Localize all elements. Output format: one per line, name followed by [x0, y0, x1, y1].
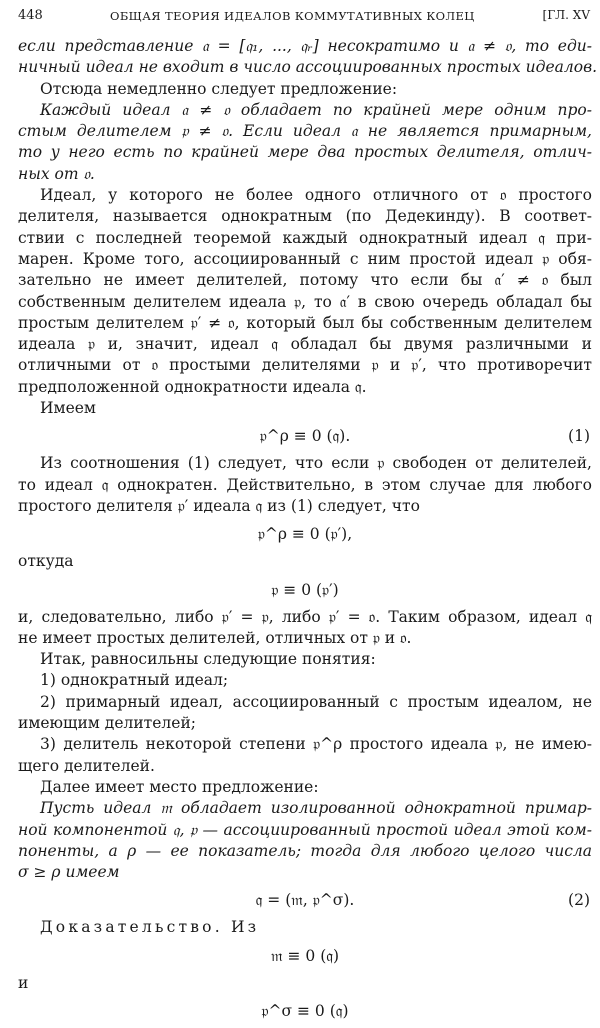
proposition-line: Пусть идеал 𝔪 обладает изолированной однократной примар-: [40, 799, 592, 818]
equation-number: (2): [568, 891, 590, 910]
list-item-cont: щего делителей.: [18, 756, 155, 775]
page-number: 448: [18, 8, 43, 23]
formula-1: [18, 419, 592, 453]
text-line: идеала 𝔭 и, значит, идеал 𝔮 обладал бы двумя различными и: [18, 335, 592, 354]
text-line: делителя, называется однократным (по Дедекинду). В соответ-: [18, 207, 592, 226]
text-line: Далее имеет место предложение:: [40, 777, 319, 796]
text-line: ничный идеал не входит в число ассоциированных простых идеалов.: [18, 58, 598, 77]
text-line: простым делителем 𝔭′ ≠ 𝔬, который был бы собственным делителем: [18, 313, 592, 332]
proposition-line: поненты, а ρ — ее показатель; тогда для любого целого числа: [18, 841, 592, 860]
proposition-line: ных от 𝔬.: [18, 164, 95, 183]
text-line: марен. Кроме того, ассоциированный с ним простой идеал 𝔭 обя-: [18, 249, 592, 268]
text-line: Из соотношения (1) следует, что если 𝔭 свободен от делителей,: [40, 454, 592, 473]
formula-5: [18, 939, 592, 973]
list-item: 2) примарный идеал, ассоциированный с простым идеалом, не: [40, 692, 592, 711]
formula-expression: 𝔭^ρ ≡ 0 (𝔮).: [259, 427, 351, 446]
text-line: и: [18, 973, 29, 992]
text-line: если представление 𝔞 = [𝔮₁, ..., 𝔮ᵣ] несократимо и 𝔞 ≠ 𝔬, то еди-: [18, 37, 592, 55]
text-line: то идеал 𝔮 однократен. Действительно, в этом случае для любого: [18, 475, 592, 494]
formula-expression: 𝔮 = (𝔪, 𝔭^σ).: [255, 891, 355, 910]
text-line: откуда: [18, 552, 74, 571]
text-line: Итак, равносильны следующие понятия:: [40, 650, 376, 669]
text-line: простого делителя 𝔭′ идеала 𝔮 из (1) следует, что: [18, 496, 420, 515]
proposition-line: Каждый идеал 𝔞 ≠ 𝔬 обладает по крайней мере одним про-: [40, 100, 592, 119]
formula-expression: 𝔭^σ ≡ 0 (𝔮): [261, 1001, 349, 1020]
text-line: зательно не имеет делителей, потому что если бы 𝔞′ ≠ 𝔬 был: [18, 271, 592, 290]
book-page: [18, 6, 598, 1028]
text-line: Имеем: [40, 399, 96, 418]
text-line: Идеал, у которого не более одного отличного от 𝔬 простого: [40, 186, 592, 205]
proposition-line: ной компонентой 𝔮, 𝔭 — ассоциированный простой идеал этой ком-: [18, 820, 592, 839]
text-line: Отсюда немедленно следует предложение:: [40, 79, 398, 98]
formula-3: [18, 573, 592, 607]
text-line: и, следовательно, либо 𝔭′ = 𝔭, либо 𝔭′ = 𝔬. Таким образом, идеал 𝔮: [18, 607, 592, 626]
proposition-line: стым делителем 𝔭 ≠ 𝔬. Если идеал 𝔞 не является примарным,: [18, 122, 592, 141]
list-item-cont: имеющим делителей;: [18, 714, 196, 733]
text-line: ствии с последней теоремой каждый однократный идеал 𝔮 при-: [18, 228, 592, 247]
chapter-label: [ГЛ. XV: [542, 8, 590, 22]
text-line: собственным делителем идеала 𝔭, то 𝔞′ в свою очередь обладал бы: [18, 292, 592, 311]
formula-2: [18, 517, 592, 551]
list-item: 1) однократный идеал;: [40, 671, 229, 690]
proposition-line: то у него есть по крайней мере два простых делителя, отлич-: [18, 143, 592, 162]
list-item: 3) делитель некоторой степени 𝔭^ρ простого идеала 𝔭, не имею-: [40, 735, 592, 754]
text-line: не имеет простых делителей, отличных от 𝔭 и 𝔬.: [18, 628, 412, 647]
running-title: ОБЩАЯ ТЕОРИЯ ИДЕАЛОВ КОММУТАТИВНЫХ КОЛЕЦ: [110, 9, 475, 23]
formula-expression: 𝔭^ρ ≡ 0 (𝔭′),: [257, 525, 353, 544]
text-line: предположенной однократности идеала 𝔮.: [18, 377, 367, 396]
proof-heading: Доказательство. Из: [40, 918, 260, 937]
equation-number: (1): [568, 427, 590, 446]
formula-expression: 𝔪 ≡ 0 (𝔮): [270, 946, 340, 965]
formula-expression: 𝔭 ≡ 0 (𝔭′): [271, 580, 339, 599]
formula-6: [18, 994, 592, 1028]
text-line: отличными от 𝔬 простыми делителями 𝔭 и 𝔭′, что противоречит: [18, 356, 592, 375]
proposition-line: σ ≥ ρ имеем: [18, 863, 120, 882]
formula-4: [18, 883, 592, 917]
page-header: [18, 6, 592, 32]
